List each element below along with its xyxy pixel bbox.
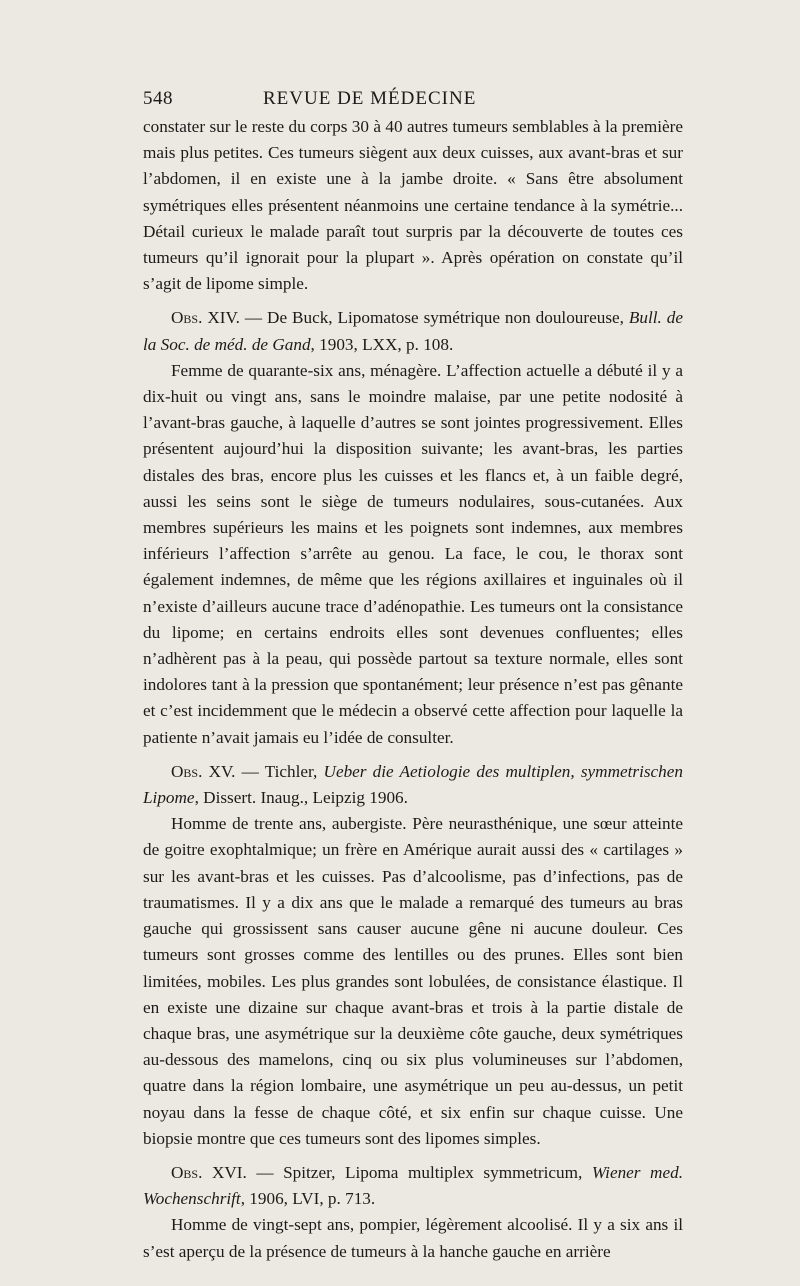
observation-xvi-text: Homme de vingt-sept ans, pompier, légèrement alcoolisé. Il y a six ans il s’est aperçu de la présence de tumeurs à la hanche gauche en arrière xyxy=(143,1215,683,1261)
obs-source-title: Wiener med. Wochenschrift xyxy=(143,1162,683,1209)
obs-source-title: Ueber die Aetiologie des multiplen, symmetrischen Lipome xyxy=(143,761,683,808)
obs-label: Obs. XV. xyxy=(171,761,236,781)
obs-source-title: Bull. de la Soc. de méd. de Gand xyxy=(143,308,683,354)
page-number: 548 xyxy=(143,88,173,109)
obs-source-rest: , 1906, LVI, p. 713. xyxy=(240,1189,376,1209)
obs-label: Obs. XIV. xyxy=(171,308,240,328)
observation-xv-text: Homme de trente ans, aubergiste. Père neurasthénique, une sœur atteinte de goitre exophtalmique; un frère en Amérique aurait aussi des « cartilages » sur les avant-bras et les cuisses. Pas d’alcoolisme, pas d’infections, pas de traumatismes. Il y a dix ans que le malade a remarqué des tumeurs au bras gauche qui grossissent sans causer aucune gêne ni aucune douleur. Ces tumeurs sont grosses comme des lentilles ou des prunes. Elles sont bien limitées, mobiles. Les plus grandes sont lobulées, de consistance élastique. Il en existe une dizaine sur chaque avant-bras et trois à la partie distale de chaque bras, une asymétrique sur la deuxième côte gauche, deux symétriques au-dessous des mamelons, cinq ou six plus volumineuses sur l’abdomen, quatre dans la région lombaire, une asymétrique un peu au-dessus, un petit noyau dans la fesse de chaque côté, et six enfin sur chaque cuisse. Une biopsie montre que ces tumeurs sont des lipomes simples. xyxy=(143,814,683,1148)
obs-label: Obs. XVI. xyxy=(171,1162,247,1182)
body-text xyxy=(143,114,683,1265)
observation-xv-citation xyxy=(143,759,683,811)
obs-source-rest: , 1903, LXX, p. 108. xyxy=(310,334,454,354)
obs-author: — Spitzer, Lipoma multiplex symmetricum, xyxy=(246,1162,592,1182)
obs-source-rest: , Dissert. Inaug., Leipzig 1906. xyxy=(194,788,408,808)
observation-xvi-citation xyxy=(143,1160,683,1212)
running-title: REVUE DE MÉDECINE xyxy=(263,88,477,109)
observation-xiv-text: Femme de quarante-six ans, ménagère. L’affection actuelle a débuté il y a dix-huit ou vingt ans, sans le moindre malaise, par une petite nodosité à l’avant-bras gauche, à laquelle d’autres se sont jointes progressivement. Elles présentent aujourd’hui la disposition suivante; les avant-bras, les parties distales des bras, encore plus les cuisses et les flancs et, à un faible degré, aussi les seins sont le siège de tumeurs nodulaires, sous-cutanées. Aux membres supérieurs les mains et les poignets sont indemnes, aux membres inférieurs l’affection s’arrête au genou. La face, le cou, le thorax sont également indemnes, de même que les régions axillaires et inguinales où il n’existe d’ailleurs aucune trace d’adénopathie. Les tumeurs ont la consistance du lipome; en certains endroits elles sont devenues confluentes; elles n’adhèrent pas à la peau, qui possède partout sa texture normale, elles sont indolores tant à la pression que spontanément; leur présence n’est pas gênante et c’est incidemment que le médecin a observé cette affection pour laquelle la patiente n’avait jamais eu l’idée de consulter. xyxy=(143,360,683,747)
paragraph-continuation: constater sur le reste du corps 30 à 40 autres tumeurs semblables à la première mais plus petites. Ces tumeurs siègent aux deux cuisses, aux avant-bras et sur l’abdomen, il en existe une à la jambe droite. « Sans être absolument symétriques elles présentent néanmoins une certaine tendance à la symétrie... Détail curieux le malade paraît tout surpris par la découverte de toutes ces tumeurs qu’il ignorait pour la plupart ». Après opération on constate qu’il s’agit de lipome simple. xyxy=(143,117,683,294)
page-header xyxy=(143,88,683,112)
obs-author: — De Buck, Lipomatose symétrique non douloureuse, xyxy=(239,308,629,328)
obs-author: — Tichler, xyxy=(235,761,324,781)
observation-xiv-citation xyxy=(143,305,683,357)
